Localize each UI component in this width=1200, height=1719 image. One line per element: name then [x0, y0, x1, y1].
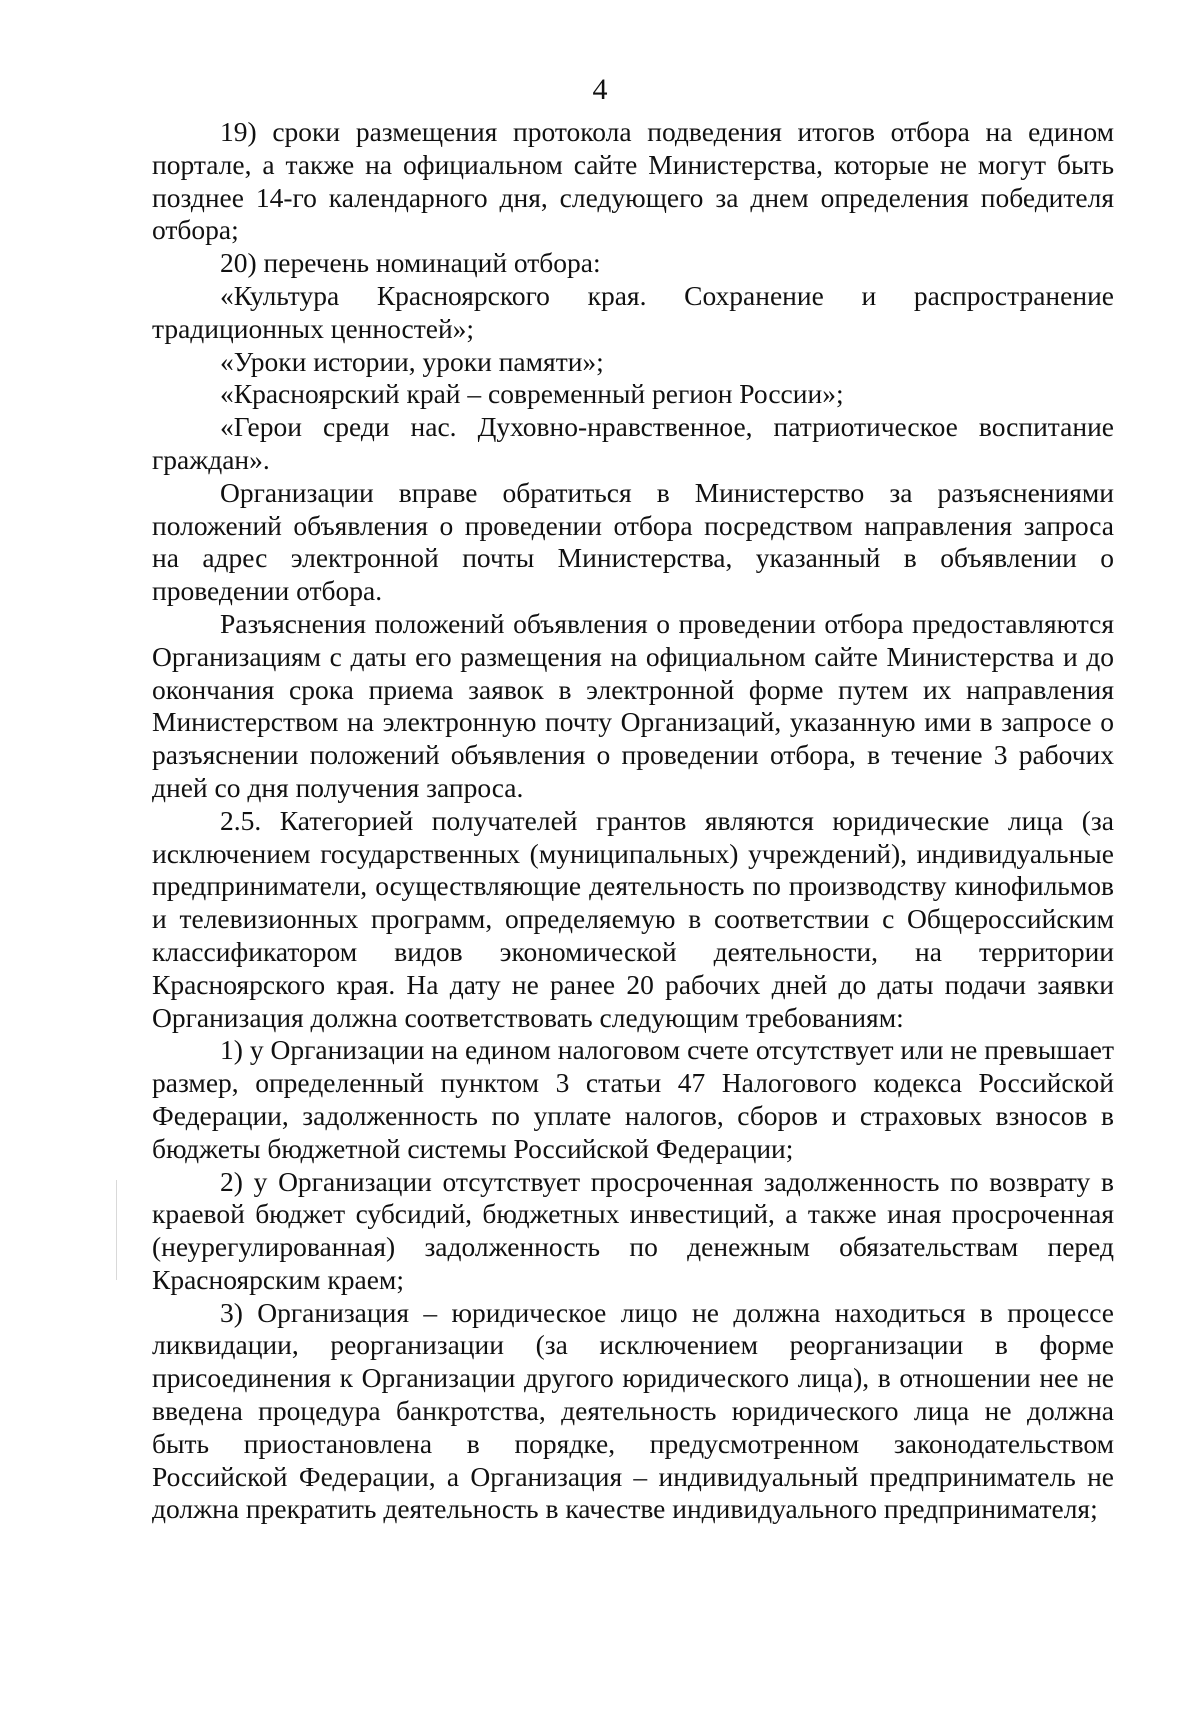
paragraph-item-20: 20) перечень номинаций отбора: [220, 247, 601, 279]
nomination-culture: «Культура Красноярского края. Сохранение и распространение традиционных ценностей»; [152, 279, 1114, 344]
nomination-region: «Красноярский край – современный регион России»; [220, 378, 844, 410]
document-body [152, 116, 1114, 1526]
paragraph-clarification-request: Организации вправе обратиться в Министерство за разъяснениями положений объявления о проведении отбора посредством направления запроса на адрес электронной почты Министерства, указанный в объявлении о проведении отбора. [152, 476, 1114, 607]
nomination-heroes: «Герои среди нас. Духовно-нравственное, патриотическое воспитание граждан». [152, 411, 1114, 475]
paragraph-clarification-response: Разъяснения положений объявления о проведении отбора предоставляются Организациям с даты его размещения на официальном сайте Министерства и до окончания срока приема заявок в электронной форме путем их направления Министерством на электронную почту Организаций, указанную ими в запросе о разъяснении положений объявления о проведении отбора, в течение 3 рабочих дней со дня получения запроса. [152, 607, 1114, 803]
paragraph-item-19: 19) сроки размещения протокола подведения итогов отбора на едином портале, а также на официальном сайте Министерства, которые не могут быть позднее 14-го календарного дня, следующего за днем определения победителя отбора; [152, 116, 1114, 246]
requirement-1: 1) у Организации на едином налоговом счете отсутствует или не превышает размер, определенный пунктом 3 статьи 47 Налогового кодекса Российской Федерации, задолженность по уплате налогов, сборов и страховых взносов в бюджеты бюджетной системы Российской Федерации; [152, 1034, 1114, 1164]
nomination-history: «Уроки истории, уроки памяти»; [220, 345, 604, 377]
requirement-2: 2) у Организации отсутствует просроченная задолженность по возврату в краевой бюджет субсидий, бюджетных инвестиций, а также иная просроченная (неурегулированная) задолженность по денежным обязательствам перед Красноярским краем; [152, 1165, 1114, 1295]
requirement-3: 3) Организация – юридическое лицо не должна находиться в процессе ликвидации, реорганизации (за исключением реорганизации в форме присоединения к Организации другого юридического лица), в отношении нее не введена процедура банкротства, деятельность юридического лица не должна быть приостановлена в порядке, предусмотренном законодательством Российской Федерации, а Организация – индивидуальный предприниматель не должна прекратить деятельность в качестве индивидуального предпринимателя; [152, 1296, 1114, 1525]
page-number: 4 [592, 73, 608, 106]
paragraph-section-2-5: 2.5. Категорией получателей грантов являются юридические лица (за исключением государственных (муниципальных) учреждений), индивидуальные предприниматели, осуществляющие деятельность по производству кинофильмов и телевизионных программ, определяемую в соответствии с Общероссийским классификатором видов экономической деятельности, на территории Красноярского края. На дату не ранее 20 рабочих дней до даты подачи заявки Организация должна соответствовать следующим требованиям: [152, 804, 1114, 1033]
scan-margin-line [116, 1180, 117, 1280]
